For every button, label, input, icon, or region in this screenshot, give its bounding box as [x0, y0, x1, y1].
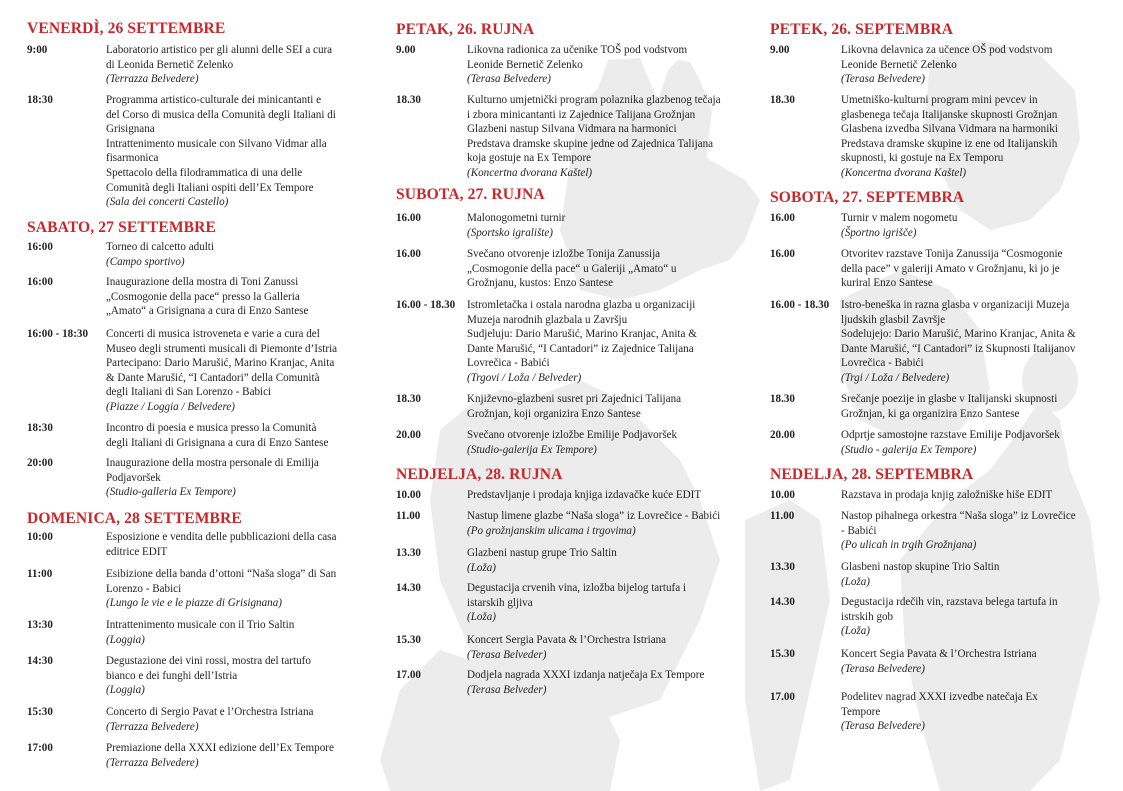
event-line: Koncert Segia Pavata & l’Orchestra Istriana	[841, 648, 1037, 660]
event-description	[841, 647, 1105, 676]
event-time: 16:00 - 18:30	[27, 328, 89, 340]
event-time: 14.30	[770, 596, 795, 608]
event-time: 18.30	[770, 94, 795, 106]
event-line: Concerto di Sergio Pavat e l’Orchestra Istriana	[106, 706, 314, 718]
event-venue: (Po grožnjanskim ulicama i trgovima)	[467, 524, 636, 537]
event-line: Sudjeluju: Dario Marušić, Marino Kranjac, Anita &	[467, 328, 697, 341]
event-row	[27, 43, 367, 87]
event-line: degli Italiani di Grisignana a cura di Enzo Santese	[106, 436, 329, 449]
event-time: 10:00	[27, 531, 53, 543]
event-line: Likovna delavnica za učence OŠ pod vodstvom	[841, 44, 1053, 56]
event-description	[841, 509, 1105, 553]
event-line: Likovna radionica za učenike TOŠ pod vodstvom	[467, 44, 688, 56]
event-time: 16.00	[770, 212, 795, 224]
event-line: Glasbena izvedba Silvana Vidmara na harmoniki	[841, 123, 1058, 136]
event-line: Esposizione e vendita delle pubblicazioni della casa	[106, 531, 337, 543]
event-line: Torneo di calcetto adulti	[106, 241, 214, 253]
event-time: 14:30	[27, 655, 53, 667]
event-time: 16.00	[396, 248, 421, 260]
event-line: Razstava in prodaja knjig založniške hiše EDIT	[841, 489, 1053, 501]
event-line: „Cosmogonie della pace“ u Galeriji „Amato“ u	[467, 262, 677, 275]
event-row	[770, 211, 1105, 240]
event-line: Odprtje samostojne razstave Emilije Podjavoršek	[841, 429, 1060, 441]
event-description	[467, 488, 746, 503]
event-venue: (Loža)	[467, 561, 496, 574]
event-description	[106, 327, 367, 415]
event-description	[106, 421, 367, 450]
event-description	[106, 530, 367, 559]
event-line: Lovrečica - Babići	[841, 357, 924, 370]
event-line: glasbenega tečaja Italijanske skupnosti Grožnjan	[841, 108, 1058, 121]
day-heading: PETEK, 26. SEPTEMBRA	[770, 21, 954, 38]
event-description	[841, 43, 1105, 87]
event-line: Glazbeni nastup grupe Trio Saltin	[467, 547, 617, 559]
event-line: Degustacija crvenih vina, izložba bijelog tartufa i	[467, 582, 687, 594]
event-venue: (Campo sportivo)	[106, 255, 185, 268]
event-line: Lovrečica - Babići	[467, 357, 550, 370]
event-row	[396, 392, 746, 421]
event-time: 11.00	[396, 510, 421, 522]
event-line: Sodelujejo: Dario Marušić, Marino Kranjac, Anita &	[841, 328, 1076, 341]
event-time: 16.00 - 18.30	[396, 299, 456, 311]
event-description	[467, 392, 746, 421]
event-line: Tempore	[841, 705, 881, 718]
event-description	[106, 654, 367, 698]
event-line: Grožnjanu, kustos: Enzo Santese	[467, 277, 614, 290]
event-line: Degustazione dei vini rossi, mostra del tartufo	[106, 655, 311, 667]
event-line: editrice EDIT	[106, 545, 168, 558]
event-row	[770, 247, 1105, 291]
event-venue: (Koncertna dvorana Kaštel)	[467, 166, 593, 179]
event-line: Muzeja narodnih glazbala u Završju	[467, 313, 628, 326]
event-row	[27, 275, 367, 319]
event-time: 13.30	[396, 547, 421, 559]
event-line: koja gostuje na Ex Tempore	[467, 152, 592, 165]
event-time: 20:00	[27, 457, 53, 469]
event-row	[770, 560, 1105, 589]
event-line: Nastup limene glazbe “Naša sloga” iz Lovrečice - Babići	[467, 510, 721, 522]
day-heading: NEDELJA, 28. SEPTEMBRA	[770, 466, 974, 483]
event-line: Laboratorio artistico per gli alunni delle SEI a cura	[106, 44, 333, 56]
event-description	[841, 560, 1105, 589]
event-venue: (Terrazza Belvedere)	[106, 720, 199, 733]
event-description	[841, 298, 1105, 386]
event-row	[396, 428, 746, 457]
event-row	[27, 618, 367, 647]
event-row	[27, 530, 367, 559]
event-description	[841, 211, 1105, 240]
event-line: skupnosti, ki gostuje na Ex Temporu	[841, 152, 1004, 165]
event-description	[467, 428, 746, 457]
event-row	[396, 298, 746, 386]
event-description	[106, 618, 367, 647]
event-line: ljudskih glasbil Završje	[841, 313, 946, 326]
event-venue: (Športno igrišče)	[841, 226, 917, 239]
event-line: Grožnjan, ki ga organizira Enzo Santese	[841, 407, 1020, 420]
event-description	[106, 456, 367, 500]
event-time: 16.00	[770, 248, 795, 260]
event-line: Malonogometni turnir	[467, 212, 566, 224]
event-venue: (Terrazza Belvedere)	[106, 73, 199, 86]
event-row	[396, 668, 746, 697]
event-time: 11.00	[770, 510, 795, 522]
event-venue: (Terrazza Belvedere)	[106, 756, 199, 769]
event-line: Concerti di musica istroveneta e varie a cura del	[106, 328, 320, 340]
event-line: Istro-beneška in razna glasba v organizaciji Muzeja	[841, 299, 1070, 311]
event-time: 10.00	[396, 489, 421, 501]
event-venue: (Loggia)	[106, 633, 145, 646]
day-heading: SABATO, 27 SETTEMBRE	[27, 219, 217, 236]
event-time: 16.00	[396, 212, 421, 224]
event-line: kuriral Enzo Santese	[841, 277, 933, 290]
event-line: Dante Marušić, “I Cantadori” iz Skupnosti Italijanov	[841, 342, 1076, 355]
event-line: Programma artistico-culturale dei minicantanti e	[106, 94, 322, 106]
event-time: 17.00	[396, 669, 421, 681]
event-description	[106, 275, 367, 319]
day-heading: SUBOTA, 27. RUJNA	[396, 186, 545, 203]
event-venue: (Terasa Belvedere)	[841, 662, 925, 675]
event-description	[106, 567, 367, 611]
event-venue: (Terasa Belveder)	[467, 648, 547, 661]
event-line: - Babići	[841, 524, 877, 537]
event-description	[467, 581, 746, 625]
event-line: istarskih gljiva	[467, 596, 533, 609]
event-row	[770, 509, 1105, 553]
event-line: Grožnjan, koji organizira Enzo Santese	[467, 407, 641, 420]
event-venue: (Terasa Belveder)	[467, 683, 547, 696]
event-line: Podjavoršek	[106, 471, 161, 484]
event-time: 18.30	[396, 393, 421, 405]
event-line: „Cosmogonie della pace“ presso la Galleria	[106, 290, 300, 303]
event-description	[106, 741, 367, 770]
event-line: degli Italiani di San Lorenzo - Babici	[106, 386, 272, 399]
event-line: istrskih gob	[841, 610, 894, 623]
event-time: 18:30	[27, 94, 53, 106]
event-line: Comunità degli Italiani ospiti dell’Ex Tempore	[106, 181, 314, 194]
event-time: 15:30	[27, 706, 53, 718]
event-venue: (Sala dei concerti Castello)	[106, 196, 229, 209]
event-line: Glazbeni nastup Silvana Vidmara na harmonici	[467, 123, 677, 136]
event-line: Umetniško-kulturni program mini pevcev in	[841, 94, 1038, 106]
event-line: bianco e dei funghi dell’Istria	[106, 669, 238, 682]
event-row	[396, 488, 746, 503]
event-time: 15.30	[770, 648, 795, 660]
event-row	[27, 93, 367, 210]
event-time: 9.00	[396, 44, 416, 56]
event-description	[841, 93, 1105, 181]
event-line: Koncert Sergia Pavata & l’Orchestra Istriana	[467, 634, 667, 646]
event-line: Intrattenimento musicale con il Trio Saltin	[106, 619, 295, 631]
event-time: 16.00 - 18.30	[770, 299, 830, 311]
event-venue: (Loža)	[841, 575, 870, 588]
event-description	[841, 428, 1105, 457]
event-description	[841, 690, 1105, 734]
event-line: Leonide Bernetič Zelenko	[467, 58, 583, 71]
event-line: del Corso di musica della Comunità degli Italiani di	[106, 108, 336, 121]
event-line: Srečanje poezije in glasbe v Italijanski skupnosti	[841, 393, 1058, 405]
event-row	[27, 421, 367, 450]
event-row	[770, 690, 1105, 734]
event-row	[770, 43, 1105, 87]
event-time: 9.00	[770, 44, 790, 56]
event-time: 11:00	[27, 568, 53, 580]
event-description	[467, 43, 746, 87]
event-time: 9:00	[27, 44, 48, 56]
event-line: Predstavljanje i prodaja knjiga izdavačke kuće EDIT	[467, 489, 702, 501]
event-description	[467, 668, 746, 697]
event-description	[106, 43, 367, 87]
event-row	[770, 488, 1105, 503]
event-description	[106, 240, 367, 269]
event-line: di Leonida Bernetič Zelenko	[106, 58, 234, 71]
event-venue: (Loža)	[467, 611, 496, 624]
event-line: Otvoritev razstave Tonija Zanussija “Cosmogonie	[841, 248, 1063, 260]
event-time: 13.30	[770, 561, 795, 573]
event-time: 20.00	[396, 429, 421, 441]
event-line: i zbora minicantanti iz Zajednice Talijana Grožnjan	[467, 108, 696, 121]
event-time: 18:30	[27, 422, 53, 434]
day-heading: DOMENICA, 28 SETTEMBRE	[27, 510, 242, 527]
event-venue: (Po ulicah in trgih Grožnjana)	[841, 539, 977, 552]
event-line: fisarmonica	[106, 152, 159, 165]
event-time: 17.00	[770, 691, 795, 703]
event-row	[396, 93, 746, 181]
event-row	[27, 240, 367, 269]
event-line: Podelitev nagrad XXXI izvedbe natečaja Ex	[841, 691, 1038, 703]
event-description	[106, 705, 367, 734]
event-line: Predstava dramske skupine iz ene od Italijanskih	[841, 137, 1058, 150]
event-row	[27, 654, 367, 698]
event-row	[27, 705, 367, 734]
event-line: Kulturno umjetnički program polaznika glazbenog tečaja	[467, 94, 721, 106]
event-venue: (Loža)	[841, 625, 870, 638]
event-row	[770, 93, 1105, 181]
event-line: Svečano otvorenje izložbe Emilije Podjavoršek	[467, 429, 678, 441]
event-line: Intrattenimento musicale con Silvano Vidmar alla	[106, 137, 327, 150]
event-time: 14.30	[396, 582, 421, 594]
event-line: Predstava dramske skupine jedne od Zajednica Talijana	[467, 137, 714, 150]
event-row	[396, 581, 746, 625]
event-venue: (Studio-galerija Ex Tempore)	[467, 443, 597, 456]
event-time: 16:00	[27, 241, 53, 253]
event-line: & Dante Marušić, “I Cantadori” della Comunità	[106, 371, 320, 384]
event-line: Inaugurazione della mostra di Toni Zanussi	[106, 276, 299, 288]
event-row	[770, 298, 1105, 386]
event-description	[467, 509, 746, 538]
event-row	[396, 211, 746, 240]
event-description	[467, 211, 746, 240]
event-line: della pace” v galeriji Amato v Grožnjanu, ki jo je	[841, 262, 1060, 275]
event-line: Inaugurazione della mostra personale di Emilija	[106, 457, 319, 469]
event-venue: (Trgovi / Loža / Belveder)	[467, 371, 582, 384]
event-description	[106, 93, 367, 210]
event-time: 17:00	[27, 742, 53, 754]
event-venue: (Studio - galerija Ex Tempore)	[841, 443, 977, 456]
event-time: 16:00	[27, 276, 53, 288]
day-heading: NEDJELJA, 28. RUJNA	[396, 466, 563, 483]
event-venue: (Terasa Belvedere)	[467, 73, 551, 86]
event-row	[396, 546, 746, 575]
event-description	[467, 298, 746, 386]
event-line: „Amato“ a Grisignana a cura di Enzo Santese	[106, 305, 309, 318]
event-row	[770, 595, 1105, 639]
event-time: 18.30	[396, 94, 421, 106]
event-venue: (Piazze / Loggia / Belvedere)	[106, 400, 235, 413]
event-row	[396, 247, 746, 291]
event-row	[27, 456, 367, 500]
event-row	[396, 633, 746, 662]
event-venue: (Studio-galleria Ex Tempore)	[106, 486, 236, 499]
event-description	[467, 93, 746, 181]
event-time: 15.30	[396, 634, 421, 646]
event-description	[841, 595, 1105, 639]
event-venue: (Koncertna dvorana Kaštel)	[841, 166, 967, 179]
event-row	[396, 43, 746, 87]
event-description	[841, 247, 1105, 291]
event-line: Istromletačka i ostala narodna glazba u organizaciji	[467, 299, 696, 311]
event-row	[770, 428, 1105, 457]
event-line: Premiazione della XXXI edizione dell’Ex Tempore	[106, 742, 334, 754]
event-venue: (Loggia)	[106, 684, 145, 697]
event-row	[770, 392, 1105, 421]
event-venue: (Trgi / Loža / Belvedere)	[841, 371, 950, 384]
event-line: Književno-glazbeni susret pri Zajednici Talijana	[467, 393, 682, 405]
event-venue: (Terasa Belvedere)	[841, 73, 925, 86]
event-line: Spettacolo della filodrammatica di una delle	[106, 166, 303, 179]
event-line: Dodjela nagrada XXXI izdanja natječaja Ex Tempore	[467, 669, 705, 681]
event-line: Svečano otvorenje izložbe Tonija Zanussija	[467, 248, 661, 260]
event-line: Lorenzo - Babici	[106, 582, 182, 595]
event-description	[467, 247, 746, 291]
event-line: Turnir v malem nogometu	[841, 212, 958, 224]
event-line: Esibizione della banda d’ottoni “Naša sloga” di San	[106, 568, 337, 580]
event-line: Museo degli strumenti musicali di Piemonte d’Istria	[106, 342, 338, 355]
event-row	[396, 509, 746, 538]
event-line: Partecipano: Dario Marušić, Marino Kranjac, Anita	[106, 357, 335, 370]
event-venue: (Terasa Belvedere)	[841, 720, 925, 733]
event-line: Nastop pihalnega orkestra “Naša sloga” iz Lovrečice	[841, 510, 1076, 522]
event-line: Dante Marušić, “I Cantadori” iz Zajednice Talijana	[467, 342, 694, 355]
event-time: 10.00	[770, 489, 795, 501]
event-line: Grisignana	[106, 123, 155, 136]
event-row	[27, 567, 367, 611]
event-line: Incontro di poesia e musica presso la Comunità	[106, 422, 317, 434]
event-row	[27, 327, 367, 415]
event-line: Glasbeni nastop skupine Trio Saltin	[841, 561, 1000, 573]
day-heading: PETAK, 26. RUJNA	[396, 21, 535, 38]
event-description	[841, 392, 1105, 421]
event-time: 20.00	[770, 429, 795, 441]
event-row	[770, 647, 1105, 676]
event-row	[27, 741, 367, 770]
event-time: 13:30	[27, 619, 53, 631]
event-line: Degustacija rdečih vin, razstava belega tartufa in	[841, 596, 1058, 608]
day-heading: SOBOTA, 27. SEPTEMBRA	[770, 189, 965, 206]
event-time: 18.30	[770, 393, 795, 405]
event-venue: (Lungo le vie e le piazze di Grisignana)	[106, 597, 282, 610]
event-venue: (Sportsko igralište)	[467, 226, 553, 239]
event-line: Leonide Bernetič Zelenko	[841, 58, 957, 71]
day-heading: VENERDÌ, 26 SETTEMBRE	[27, 20, 226, 37]
event-description	[467, 633, 746, 662]
event-description	[467, 546, 746, 575]
event-description	[841, 488, 1105, 503]
